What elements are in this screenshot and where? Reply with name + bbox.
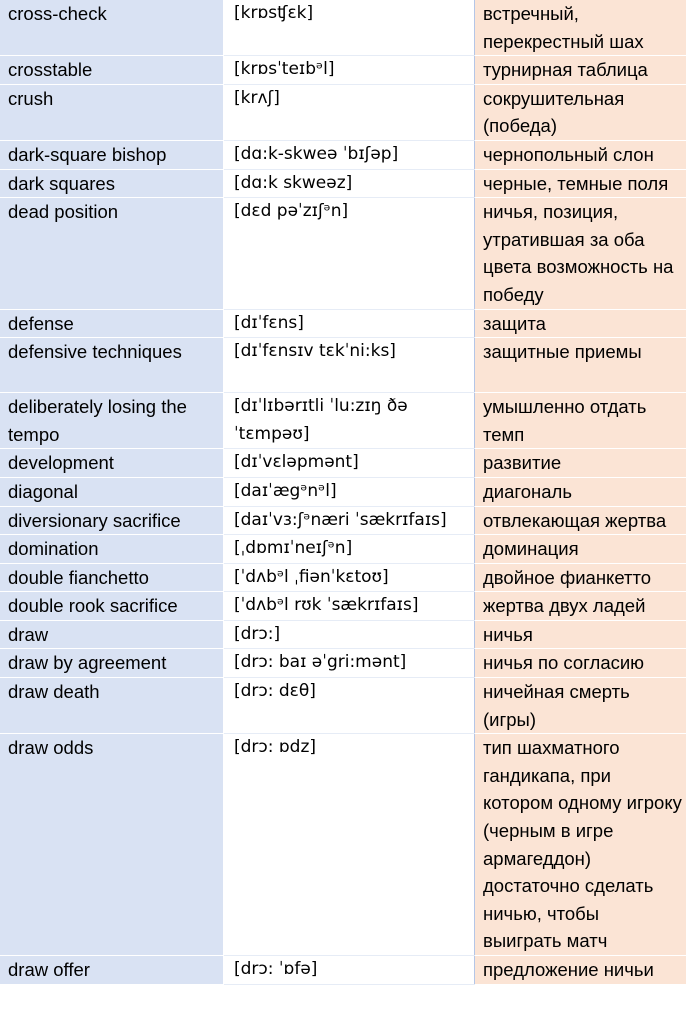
- transcription-cell: [dɛd pəˈzɪʃᵊn]: [224, 198, 475, 309]
- transcription-cell: [krɒsˈteɪbᵊl]: [224, 56, 475, 85]
- transcription-cell: [dɪˈlɪbərɪtli ˈlu:zɪŋ ðə ˈtɛmpəʊ]: [224, 393, 475, 449]
- table-row: [0, 393, 686, 449]
- table-row: [0, 169, 686, 198]
- term-cell: double fianchetto: [0, 563, 224, 592]
- translation-cell: ничья, позиция, утратившая за оба цвета возможность на победу: [475, 198, 686, 309]
- transcription-cell: [dɪˈfɛnsɪv tɛkˈni:ks]: [224, 338, 475, 393]
- table-row: [0, 506, 686, 535]
- term-cell: draw odds: [0, 734, 224, 956]
- transcription-cell: [krʌʃ]: [224, 84, 475, 140]
- term-cell: cross-check: [0, 0, 224, 56]
- term-cell: defense: [0, 309, 224, 338]
- translation-cell: предложение ничьи: [475, 956, 686, 985]
- table-row: [0, 198, 686, 309]
- transcription-cell: [drɔ: ɒdz]: [224, 734, 475, 956]
- table-row: [0, 734, 686, 956]
- translation-cell: ничья: [475, 620, 686, 649]
- transcription-cell: [ˈdʌbᵊl rʊk ˈsækrɪfaɪs]: [224, 592, 475, 621]
- translation-cell: двойное фианкетто: [475, 563, 686, 592]
- table-row: [0, 956, 686, 985]
- transcription-cell: [drɔ: baɪ əˈgri:mənt]: [224, 649, 475, 678]
- table-row: [0, 563, 686, 592]
- term-cell: crosstable: [0, 56, 224, 85]
- transcription-cell: [krɒsʧɛk]: [224, 0, 475, 56]
- term-cell: crush: [0, 84, 224, 140]
- translation-cell: умышленно отдать темп: [475, 393, 686, 449]
- term-cell: diagonal: [0, 477, 224, 506]
- transcription-cell: [dɑ:k skweəz]: [224, 169, 475, 198]
- table-row: [0, 84, 686, 140]
- transcription-cell: [dɪˈvɛləpmənt]: [224, 449, 475, 478]
- translation-cell: сокрушительная (победа): [475, 84, 686, 140]
- table-row: [0, 140, 686, 169]
- table-row: [0, 56, 686, 85]
- transcription-cell: [ˌdɒmɪˈneɪʃᵊn]: [224, 535, 475, 564]
- translation-cell: отвлекающая жертва: [475, 506, 686, 535]
- table-row: [0, 338, 686, 393]
- transcription-cell: [drɔ:]: [224, 620, 475, 649]
- term-cell: draw offer: [0, 956, 224, 985]
- translation-cell: чернопольный слон: [475, 140, 686, 169]
- translation-cell: диагональ: [475, 477, 686, 506]
- translation-cell: ничья по согласию: [475, 649, 686, 678]
- term-cell: dark squares: [0, 169, 224, 198]
- translation-cell: черные, темные поля: [475, 169, 686, 198]
- table-row: [0, 678, 686, 734]
- transcription-cell: [ˈdʌbᵊl ˌfiənˈkɛtoʊ]: [224, 563, 475, 592]
- term-cell: dead position: [0, 198, 224, 309]
- translation-cell: защитные приемы: [475, 338, 686, 393]
- table-row: [0, 309, 686, 338]
- transcription-cell: [daɪˈvɜ:ʃᵊnæri ˈsækrɪfaɪs]: [224, 506, 475, 535]
- table-row: [0, 592, 686, 621]
- term-cell: deliberately losing the tempo: [0, 393, 224, 449]
- table-row: [0, 477, 686, 506]
- term-cell: draw: [0, 620, 224, 649]
- term-cell: double rook sacrifice: [0, 592, 224, 621]
- transcription-cell: [dɪˈfɛns]: [224, 309, 475, 338]
- term-cell: draw death: [0, 678, 224, 734]
- table-row: [0, 449, 686, 478]
- term-cell: draw by agreement: [0, 649, 224, 678]
- term-cell: domination: [0, 535, 224, 564]
- translation-cell: ничейная смерть (игры): [475, 678, 686, 734]
- translation-cell: доминация: [475, 535, 686, 564]
- term-cell: dark-square bishop: [0, 140, 224, 169]
- table-row: [0, 0, 686, 56]
- translation-cell: тип шахматного гандикапа, при котором одному игроку (черным в игре армагеддон) достаточно сделать ничью, чтобы выиграть матч: [475, 734, 686, 956]
- term-cell: diversionary sacrifice: [0, 506, 224, 535]
- table-row: [0, 649, 686, 678]
- term-cell: development: [0, 449, 224, 478]
- transcription-cell: [dɑ:k-skweə ˈbɪʃəp]: [224, 140, 475, 169]
- translation-cell: встречный, перекрестный шах: [475, 0, 686, 56]
- table-row: [0, 620, 686, 649]
- translation-cell: жертва двух ладей: [475, 592, 686, 621]
- translation-cell: защита: [475, 309, 686, 338]
- transcription-cell: [drɔ: dɛθ]: [224, 678, 475, 734]
- table-row: [0, 535, 686, 564]
- translation-cell: турнирная таблица: [475, 56, 686, 85]
- transcription-cell: [drɔ: ˈɒfə]: [224, 956, 475, 985]
- translation-cell: развитие: [475, 449, 686, 478]
- transcription-cell: [daɪˈægᵊnᵊl]: [224, 477, 475, 506]
- term-cell: defensive techniques: [0, 338, 224, 393]
